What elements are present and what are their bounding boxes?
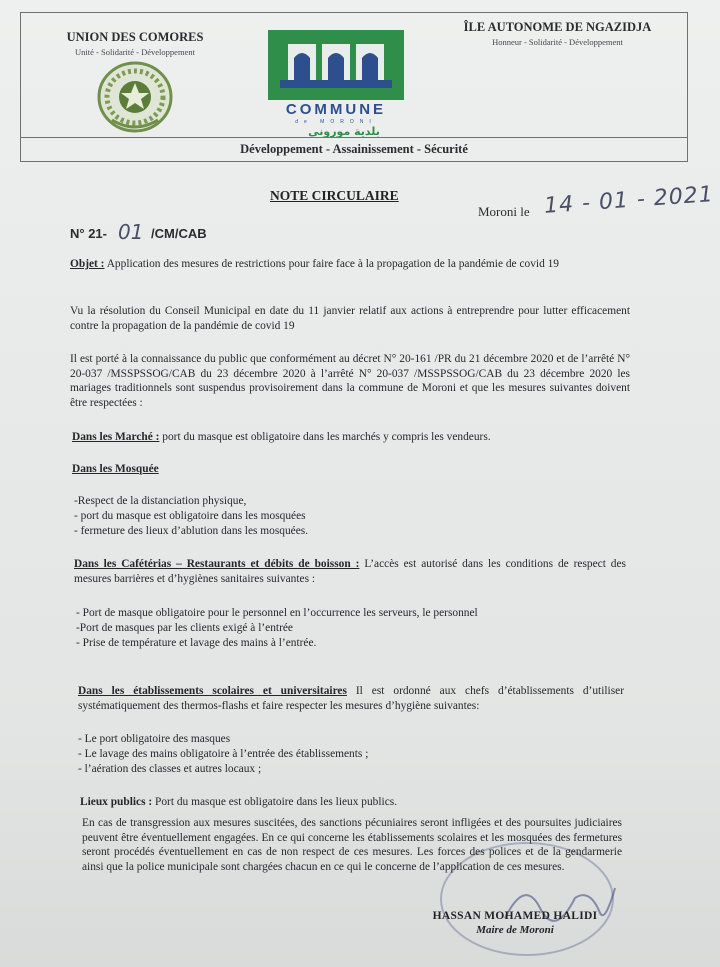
- cafeterias-label: Dans les Cafétérias – Restaurants et débits de boisson :: [74, 558, 360, 570]
- etablissements-text: Il est ordonné aux chefs d’établissements d’utiliser systématiquement des thermos-flashs et faire respecter les mesures d’hygiène suivantes:: [78, 685, 624, 712]
- signature-role: Maire de Moroni: [476, 924, 554, 936]
- date-handwritten: 14 - 01 - 2021: [543, 182, 715, 219]
- note-number-handwritten: 01: [118, 220, 144, 244]
- lieux-publics-paragraph: [80, 795, 620, 810]
- commune-moroni-logo-icon: [266, 28, 406, 138]
- vu-paragraph: Vu la résolution du Conseil Municipal en date du 11 janvier relatif aux actions à entreprendre pour lutter efficacement contre la propagation de la pandémie de covid 19: [70, 305, 630, 332]
- header-left-title: UNION DES COMORES: [66, 30, 204, 44]
- marche-paragraph: [72, 430, 632, 445]
- mosquee-label: Dans les Mosquée: [72, 463, 159, 475]
- date-label: Moroni le: [478, 204, 530, 219]
- logo-subtext: de MORONI: [295, 119, 377, 125]
- header-strip: Développement - Assainissement - Sécurité: [20, 137, 688, 162]
- list-item: - Le lavage des mains obligatoire à l’entrée des établissements ;: [78, 748, 369, 760]
- header-right-motto: Honneur - Solidarité - Développement: [492, 37, 623, 47]
- cafeterias-text: L’accès est autorisé dans les conditions de respect des mesures barrières et d’hygiènes sanitaires suivantes :: [74, 558, 626, 585]
- etablissements-list: [78, 732, 368, 777]
- signature-name: HASSAN MOHAMED HALIDI: [432, 910, 598, 922]
- cafeterias-paragraph: [74, 557, 626, 586]
- list-item: -Respect de la distanciation physique,: [74, 495, 247, 507]
- marche-text: port du masque est obligatoire dans les marchés y compris les vendeurs.: [162, 431, 491, 443]
- list-item: - Le port obligatoire des masques: [78, 733, 231, 745]
- porte-paragraph: Il est porté à la connaissance du public que conformément au décret N° 20-161 /PR du 21 décembre 2020 et de l’arrêté N° 20-037 /MSSPSSOG/CAB du 23 décembre 2020 à l’arrêté N° 20-037 /MSSPSSOG/CAB du 23 décembre 2020 les mariages traditionnels sont suspendus provisoirement dans la commune de Moroni et que les mesures suivantes doivent être respectées :: [70, 353, 630, 409]
- objet-text: Application des mesures de restrictions pour faire face à la propagation de la pandémie de covid 19: [106, 258, 559, 270]
- note-number-prefix: N° 21-: [70, 226, 107, 241]
- list-item: - fermeture des lieux d’ablution dans les mosquées.: [74, 525, 309, 537]
- logo-arabic: بلدية موروني: [308, 125, 380, 138]
- list-item: - port du masque est obligatoire dans les mosquées: [74, 510, 306, 522]
- etablissements-paragraph: [78, 684, 624, 713]
- signature-block: [415, 910, 615, 936]
- note-title: NOTE CIRCULAIRE: [270, 188, 399, 203]
- lieux-publics-text: Port du masque est obligatoire dans les lieux publics.: [155, 796, 398, 808]
- mosquee-heading: [72, 462, 372, 477]
- header-right: [450, 20, 665, 47]
- header-left-motto: Unité - Solidarité - Développement: [75, 47, 195, 57]
- header-right-title: ÎLE AUTONOME DE NGAZIDJA: [463, 20, 652, 34]
- comoros-seal-icon: [92, 58, 178, 136]
- list-item: - Prise de température et lavage des mains à l’entrée.: [76, 637, 317, 649]
- marche-label: Dans les Marché :: [72, 431, 160, 443]
- list-item: - Port de masque obligatoire pour le personnel en l’occurrence les serveurs, le personnel: [76, 607, 478, 619]
- objet-label: Objet :: [70, 258, 105, 270]
- logo-text: COMMUNE: [285, 101, 387, 118]
- note-number-suffix: /CM/CAB: [151, 226, 207, 241]
- list-item: - l’aération des classes et autres locaux ;: [78, 763, 262, 775]
- transgression-paragraph: En cas de transgression aux mesures suscitées, des sanctions pécuniaires seront infligées et des poursuites judiciaires peuvent être éventuellement engagées. En ce qui concerne les établissements scolaires et les mosquées des fermetures seront procédés éventuellement en cas de non respect de ces mesures. Les forces des polices et de la gendarmerie ainsi que la police municipale sont chargées chacun en ce qui le concerne de l’application de ces mesures.: [82, 817, 622, 873]
- cafeterias-list: [76, 606, 478, 651]
- objet-paragraph: [70, 257, 630, 272]
- list-item: -Port de masques par les clients exigé à l’entrée: [76, 622, 293, 634]
- mosquee-list: [74, 494, 308, 539]
- header-left: [40, 30, 230, 57]
- lieux-publics-label: Lieux publics :: [80, 796, 153, 808]
- etablissements-label: Dans les établissements scolaires et universitaires: [78, 685, 347, 697]
